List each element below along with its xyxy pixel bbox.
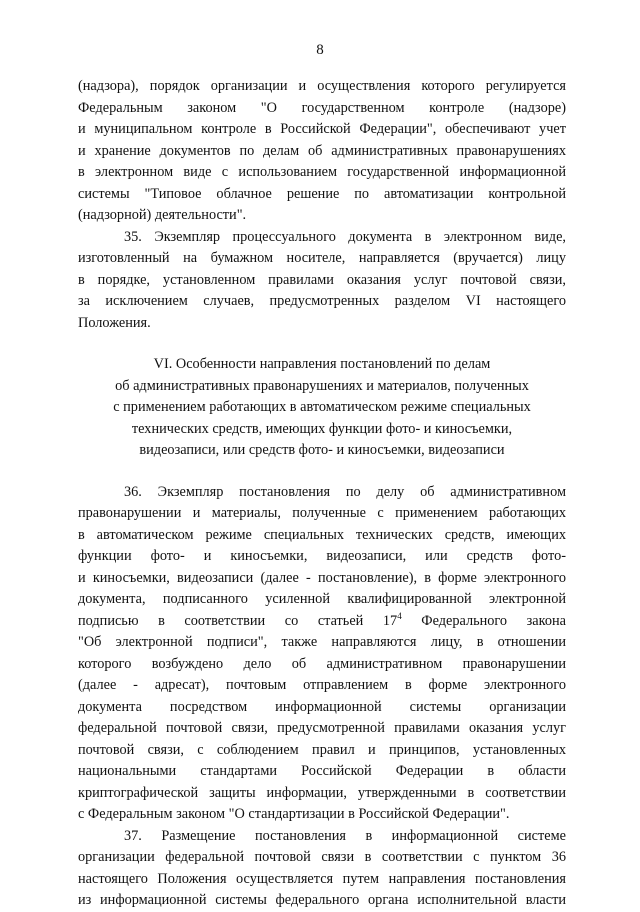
text-line: "Об электронной подписи", также направляются лицу, в отношении <box>78 634 566 650</box>
text-line: 36. Экземпляр постановления по делу об административном <box>124 483 566 500</box>
text-line: федеральной почтовой связи, предусмотренной правилами оказания услуг <box>78 720 566 736</box>
text-line: правонарушении и материалы, полученные с применением работающих <box>78 505 566 521</box>
superscript: 4 <box>397 610 402 621</box>
heading-line: об административных правонарушениях и материалов, полученных <box>115 377 529 394</box>
text-line: с Федеральным законом "О стандартизации в Российской Федерации". <box>78 806 510 822</box>
text-line: функции фото- и киносъемки, видеозаписи, или средств фото- <box>78 548 566 564</box>
text-line: настоящего Положения осуществляется путем направления постановления <box>78 870 566 887</box>
paragraph-36 <box>78 482 566 826</box>
heading-line: с применением работающих в автоматическом режиме специальных <box>113 399 531 415</box>
text-line-with-superscript <box>78 611 566 633</box>
text-line: документа, подписанного усиленной квалифицированной электронной <box>78 591 566 607</box>
heading-line: видеозаписи, или средств фото- и киносъемки, видеозаписи <box>139 442 505 458</box>
document-body <box>78 76 566 912</box>
text-line: и хранение документов по делам об административных правонарушениях <box>78 142 566 159</box>
text-line: изготовленный на бумажном носителе, направляется (вручается) лицу <box>78 250 566 266</box>
text-line: документа посредством информационной системы организации <box>78 698 566 715</box>
section-heading <box>78 354 566 462</box>
text-line: 37. Размещение постановления в информационной системе <box>124 827 566 844</box>
text-line: организации федеральной почтовой связи в соответствии с пунктом 36 <box>78 849 566 865</box>
text-line: из информационной системы федерального органа исполнительной власти <box>78 892 566 908</box>
text-line: криптографической защиты информации, утвержденными в соответствии <box>78 784 566 801</box>
heading-line: VI. Особенности направления постановлений по делам <box>153 356 491 372</box>
paragraph-34-continuation <box>78 76 566 227</box>
text-line: (далее - адресат), почтовым отправлением в форме электронного <box>78 677 566 693</box>
text-line: национальными стандартами Российской Федерации в области <box>78 763 566 779</box>
text-line: и муниципальном контроле в Российской Федерации", обеспечивают учет <box>78 121 566 137</box>
text-line: за исключением случаев, предусмотренных разделом VI настоящего <box>78 293 566 309</box>
text-fragment: Федерального закона <box>401 612 567 629</box>
paragraph-37 <box>78 826 566 912</box>
text-fragment: подписью в соответствии со статьей 17 <box>78 612 398 629</box>
text-line: 35. Экземпляр процессуального документа в электронном виде, <box>124 228 566 245</box>
heading-line: технических средств, имеющих функции фото- и киносъемки, <box>131 420 513 437</box>
text-line: и киносъемки, видеозаписи (далее - постановление), в форме электронного <box>78 569 566 586</box>
text-line: Положения. <box>78 314 151 331</box>
text-line: Федеральным законом "О государственном контроле (надзоре) <box>78 99 566 116</box>
text-line: в порядке, установленном правилами оказания услуг почтовой связи, <box>78 271 566 288</box>
text-line: системы "Типовое облачное решение по автоматизации контрольной <box>78 185 566 202</box>
page-number: 8 <box>316 42 324 58</box>
text-line: в электронном виде с использованием государственной информационной <box>78 164 566 180</box>
text-line: (надзорной) деятельности". <box>78 207 247 223</box>
text-line: (надзора), порядок организации и осуществления которого регулируется <box>78 78 566 94</box>
text-line: в автоматическом режиме специальных технических средств, имеющих <box>78 526 566 543</box>
text-line: которого возбуждено дело об административном правонарушении <box>78 655 566 672</box>
paragraph-35 <box>78 227 566 335</box>
text-line: почтовой связи, с соблюдением правил и принципов, установленных <box>78 741 566 758</box>
